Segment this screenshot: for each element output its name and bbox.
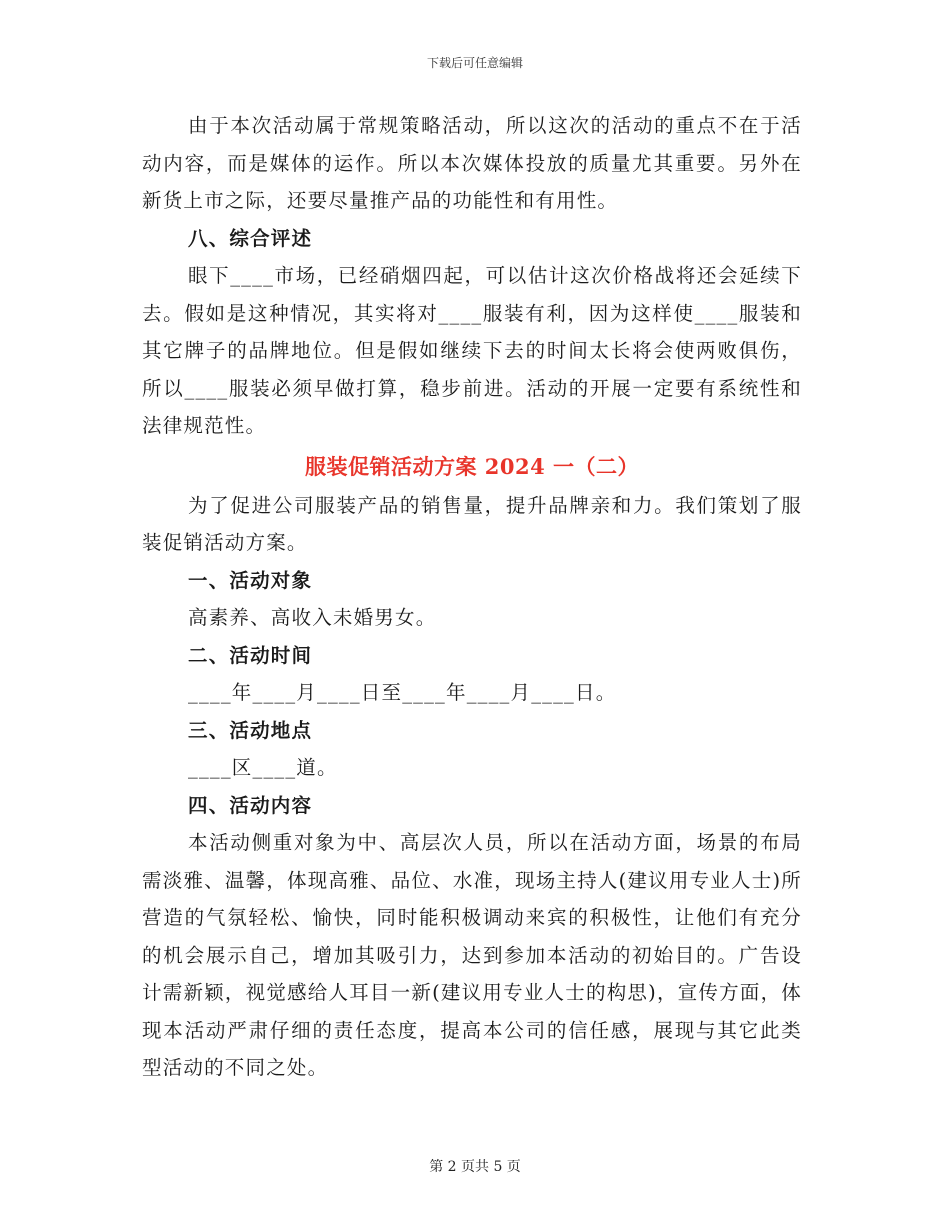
- document-title: 服装促销活动方案 2024 一（二）: [304, 453, 640, 479]
- page-footer: 第 2 页共 5 页: [429, 1159, 521, 1175]
- paragraph-review: 眼下____市场，已经硝烟四起，可以估计这次价格战将还会延续下去。假如是这种情况，其实将对____服装有利，因为这样使____服装和其它牌子的品牌地位。但是假如继续下去的时间太长将会使两败俱伤，所以____服装必须早做打算，稳步前进。活动的开展一定要有系统性和法律规范性。: [142, 264, 802, 437]
- document-body: [142, 107, 802, 1087]
- heading-activity-location: 三、活动地点: [188, 718, 313, 742]
- paragraph-activity-target: 高素养、高收入未婚男女。: [188, 606, 437, 629]
- heading-activity-target: 一、活动对象: [188, 568, 313, 592]
- paragraph-media-focus: 由于本次活动属于常规策略活动，所以这次的活动的重点不在于活动内容，而是媒体的运作。所以本次媒体投放的质量尤其重要。另外在新货上市之际，还要尽量推产品的功能性和有用性。: [142, 114, 802, 212]
- page-header: 下载后可任意编辑: [426, 56, 523, 70]
- paragraph-intro: 为了促进公司服装产品的销售量，提升品牌亲和力。我们策划了服装促销活动方案。: [142, 493, 802, 554]
- paragraph-activity-time: ____年____月____日至____年____月____日。: [188, 681, 617, 704]
- heading-activity-time: 二、活动时间: [188, 643, 313, 667]
- heading-comprehensive-review: 八、综合评述: [188, 226, 313, 250]
- paragraph-activity-content: 本活动侧重对象为中、高层次人员，所以在活动方面，场景的布局需淡雅、温馨，体现高雅、品位、水准，现场主持人(建议用专业人士)所营造的气氛轻松、愉快，同时能积极调动来宾的积极性，让他们有充分的机会展示自己，增加其吸引力，达到参加本活动的初始目的。广告设计需新颖，视觉感给人耳目一新(建议用专业人士的构思)，宣传方面，体现本活动严肃仔细的责任态度，提高本公司的信任感，展现与其它此类型活动的不同之处。: [142, 831, 802, 1079]
- heading-activity-content: 四、活动内容: [188, 793, 313, 817]
- paragraph-activity-location: ____区____道。: [188, 756, 338, 779]
